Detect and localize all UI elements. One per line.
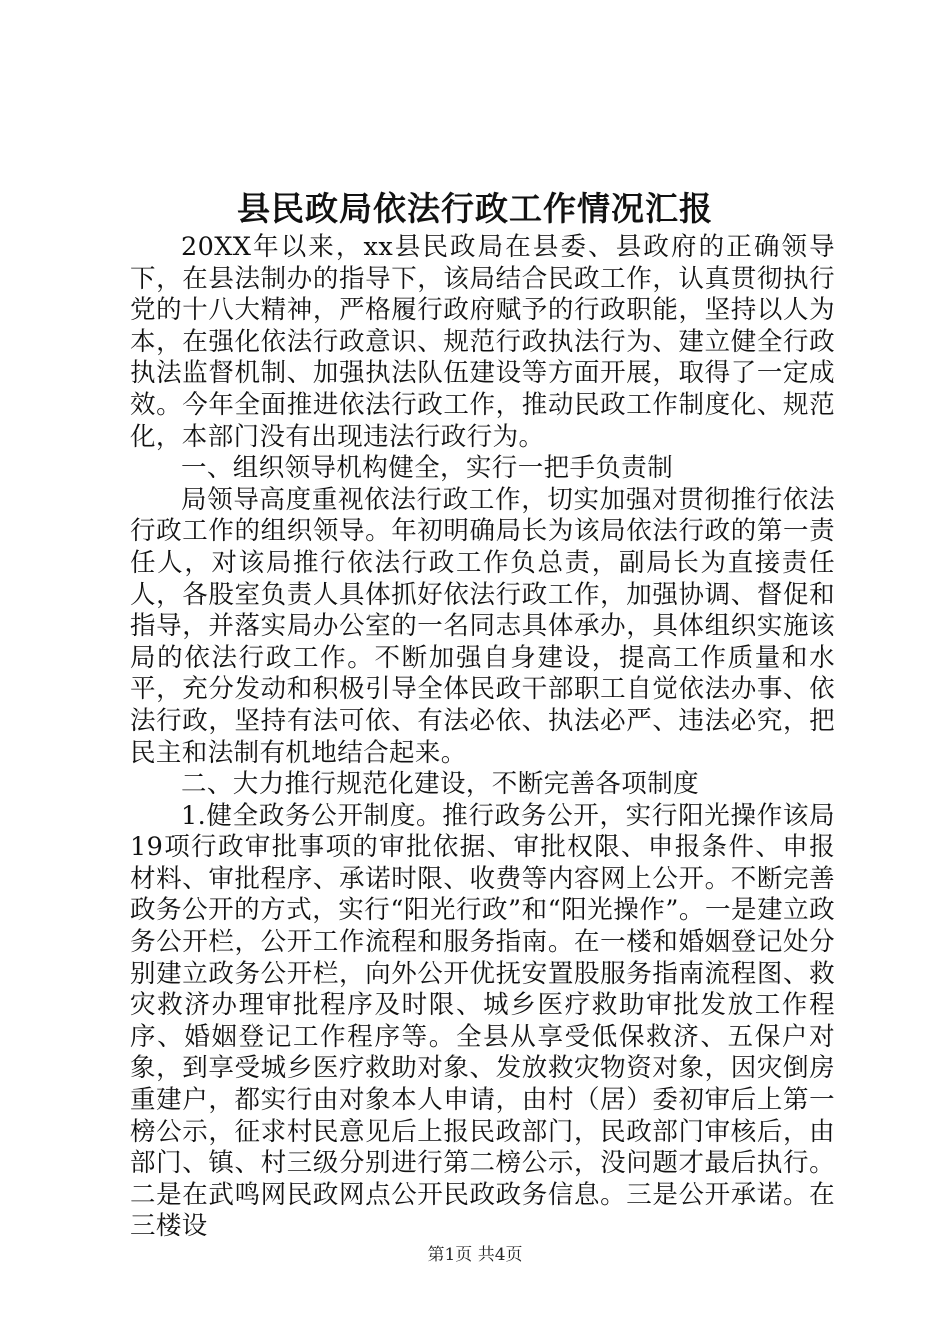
page-number-footer: 第1页 共4页 (427, 1245, 523, 1265)
paragraph-section-2-item-1: 1.健全政务公开制度。推行政务公开，实行阳光操作该局19项行政审批事项的审批依据、审批权限、申报条件、申报材料、审批程序、承诺时限、收费等内容网上公开。不断完善政务公开的方式，实行“阳光行政”和“阳光操作”。一是建立政务公开栏，公开工作流程和服务指南。在一楼和婚姻登记处分别建立政务公开栏，向外公开优抚安置股服务指南流程图、救灾救济办理审批程序及时限、城乡医疗救助审批发放工作程序、婚姻登记工作程序等。全县从享受低保救济、五保户对象，到享受城乡医疗救助对象、发放救灾物资对象，因灾倒房重建户，都实行由对象本人申请，由村（居）委初审后上第一榜公示，征求村民意见后上报民政部门，民政部门审核后，由部门、镇、村三级分别进行第二榜公示，没问题才最后执行。二是在武鸣网民政网点公开民政政务信息。三是公开承诺。在三楼设 (130, 800, 835, 1242)
document-title: 县民政局依法行政工作情况汇报 (237, 189, 713, 228)
paragraph-intro: 20XX年以来，xx县民政局在县委、县政府的正确领导下，在县法制办的指导下，该局结合民政工作，认真贯彻执行党的十八大精神，严格履行政府赋予的行政职能，坚持以人为本，在强化依法行政意识、规范行政执法行为、建立健全行政执法监督机制、加强执法队伍建设等方面开展，取得了一定成效。今年全面推进依法行政工作，推动民政工作制度化、规范化，本部门没有出现违法行政行为。 (130, 232, 835, 452)
section-heading-1: 一、组织领导机构健全，实行一把手负责制 (181, 453, 674, 484)
section-heading-2: 二、大力推行规范化建设，不断完善各项制度 (181, 769, 700, 800)
paragraph-section-1: 局领导高度重视依法行政工作，切实加强对贯彻推行依法行政工作的组织领导。年初明确局长为该局依法行政的第一责任人，对该局推行依法行政工作负总责，副局长为直接责任人，各股室负责人具体抓好依法行政工作，加强协调、督促和指导，并落实局办公室的一名同志具体承办，具体组织实施该局的依法行政工作。不断加强自身建设，提高工作质量和水平，充分发动和积极引导全体民政干部职工自觉依法办事、依法行政，坚持有法可依、有法必依、执法必严、违法必究，把民主和法制有机地结合起来。 (130, 484, 835, 768)
document-body (130, 232, 835, 1243)
